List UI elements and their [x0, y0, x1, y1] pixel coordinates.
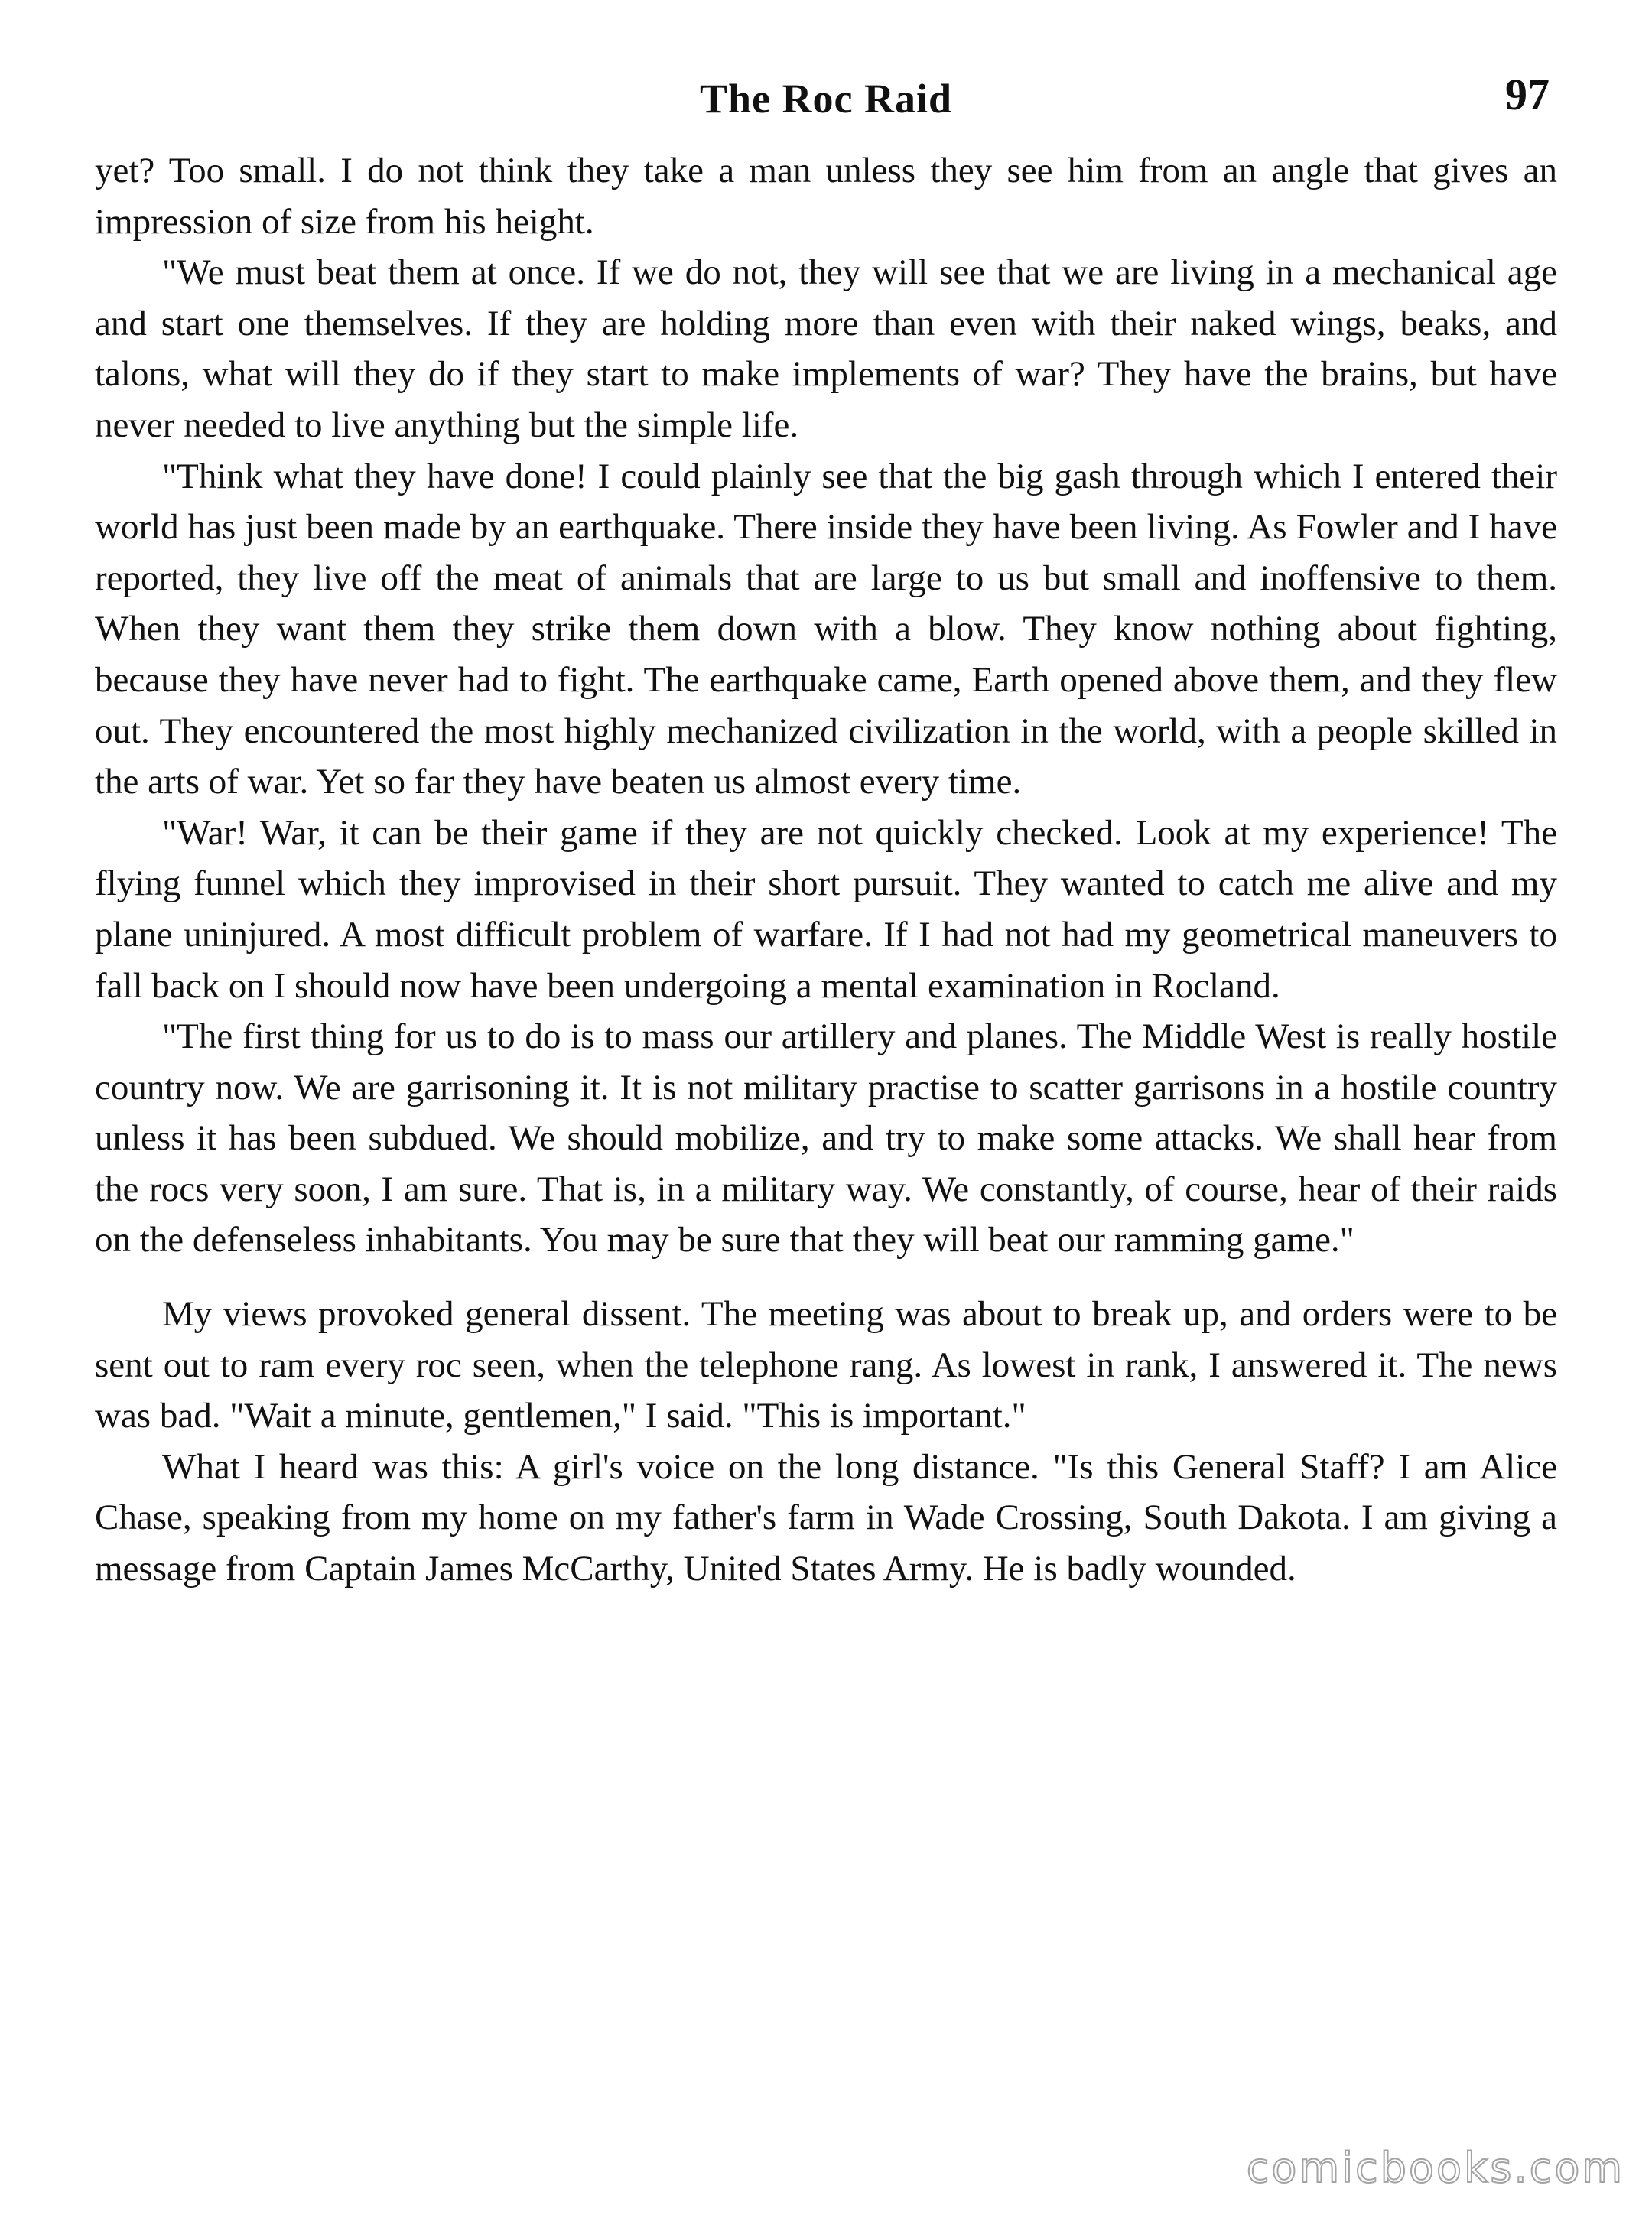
- chapter-title: The Roc Raid: [699, 76, 952, 122]
- watermark: comicbooks.com: [1246, 2144, 1624, 2192]
- paragraph: "The first thing for us to do is to mass our artillery and planes. The Middle West is really hostile country now. We are garrisoning it. It is not military practise to scatter garrisons in a hostile country unless it has been subdued. We should mobilize, and try to make some attacks. We shall hear from the rocs very soon, I am sure. That is, in a military way. We constantly, of course, hear of their raids on the defenseless inhabitants. You may be sure that they will beat our ramming game.": [95, 1016, 1557, 1260]
- running-head: [95, 69, 1557, 138]
- paragraph: yet? Too small. I do not think they take a man unless they see him from an angle that gives an impression of size from his height.: [95, 151, 1557, 242]
- book-page: [95, 69, 1557, 2180]
- paragraph: "We must beat them at once. If we do not, they will see that we are living in a mechanical age and start one themselves. If they are holding more than even with their naked wings, beaks, and talons, what will they do if they start to make implements of war? They have the brains, but have never needed to live anything but the simple life.: [95, 252, 1557, 445]
- paragraph: "Think what they have done! I could plainly see that the big gash through which I entered their world has just been made by an earthquake. There inside they have been living. As Fowler and I have reported, they live off the meat of animals that are large to us but small and inoffensive to them. When they want them they strike them down with a blow. They know nothing about fighting, because they have never had to fight. The earthquake came, Earth opened above them, and they flew out. They encountered the most highly mechanized civilization in the world, with a people skilled in the arts of war. Yet so far they have beaten us almost every time.: [95, 456, 1557, 802]
- page-number: 97: [1505, 70, 1550, 119]
- paragraph: "War! War, it can be their game if they are not quickly checked. Look at my experience! The flying funnel which they improvised in their short pursuit. They wanted to catch me alive and my plane uninjured. A most difficult problem of warfare. If I had not had my geometrical maneuvers to fall back on I should now have been undergoing a mental examination in Rocland.: [95, 812, 1557, 1006]
- paragraph: My views provoked general dissent. The meeting was about to break up, and orders were to be sent out to ram every roc seen, when the telephone rang. As lowest in rank, I answered it. The news was bad. "Wait a minute, gentlemen," I said. "This is important.": [95, 1294, 1557, 1436]
- paragraph: What I heard was this: A girl's voice on the long distance. "Is this General Staff? I am Alice Chase, speaking from my home on my father's farm in Wade Crossing, South Dakota. I am giving a message from Captain James McCarthy, United States Army. He is badly wounded.: [95, 1446, 1557, 1589]
- body-text: [95, 145, 1557, 1595]
